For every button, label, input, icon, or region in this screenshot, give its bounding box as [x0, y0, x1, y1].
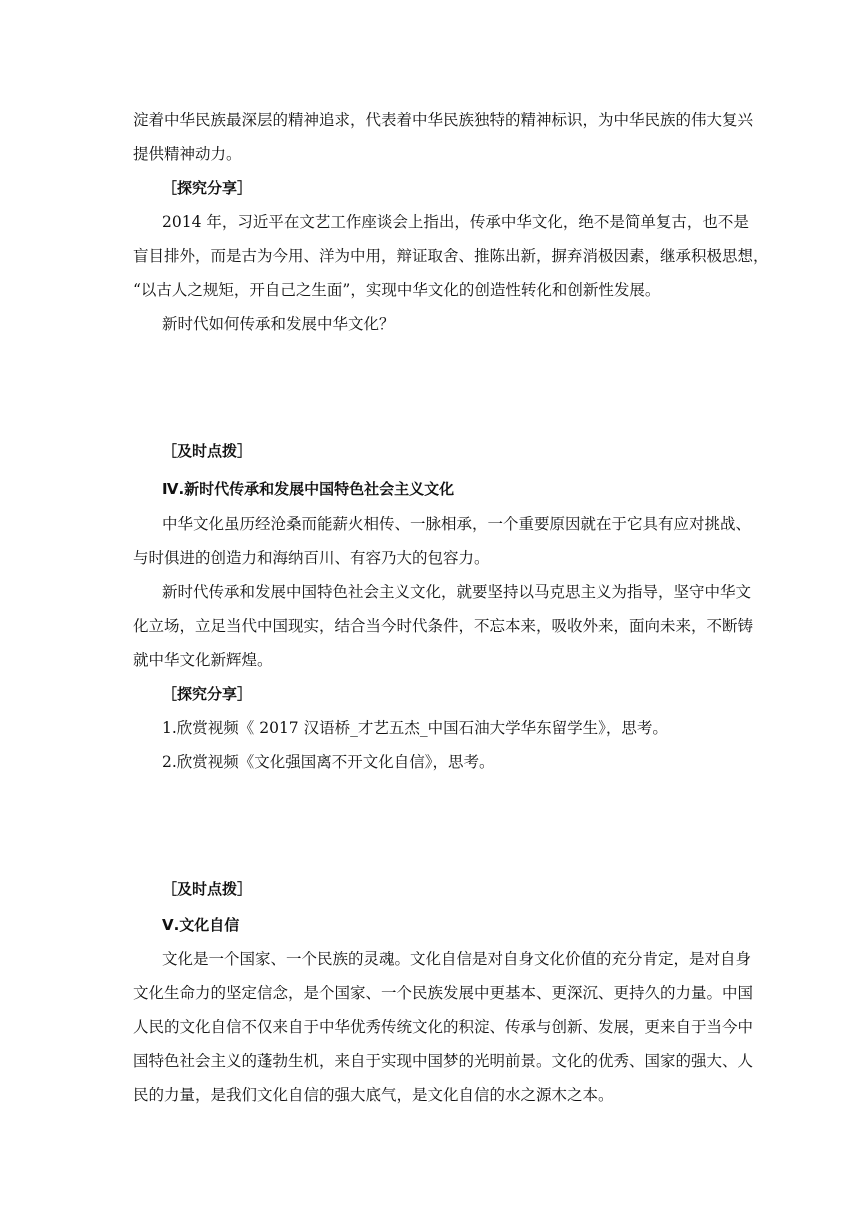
- tips-1-para1-line-1: 中华文化虽历经沧桑而能薪火相传、一脉相承，一个重要原因就在于它具有应对挑战、: [162, 515, 752, 533]
- explore-share-1-question: 新时代如何传承和发展中华文化？: [162, 315, 395, 333]
- tips-1-para2-line-3: 就中华文化新辉煌。: [133, 651, 273, 669]
- tips-heading-2: ［及时点拨］: [162, 880, 253, 898]
- explore-share-1-line-1: 2014 年，习近平在文艺工作座谈会上指出，传承中华文化，绝不是简单复古，也不是: [162, 213, 749, 231]
- tips-2-para-line-2: 文化生命力的坚定信念，是个国家、一个民族发展中更基本、更深沉、更持久的力量。中国: [133, 984, 754, 1002]
- intro-line-2: 提供精神动力。: [133, 145, 242, 163]
- tips-1-para2-line-1: 新时代传承和发展中国特色社会主义文化，就要坚持以马克思主义为指导，坚守中华文: [162, 583, 752, 601]
- tips-1-subheading: Ⅳ.新时代传承和发展中国特色社会主义文化: [162, 480, 455, 498]
- tips-2-para-line-4: 国特色社会主义的蓬勃生机，来自于实现中国梦的光明前景。文化的优秀、国家的强大、人: [133, 1052, 754, 1070]
- tips-2-para-line-5: 民的力量，是我们文化自信的强大底气，是文化自信的水之源木之本。: [133, 1086, 614, 1104]
- tips-2-subheading: Ⅴ.文化自信: [162, 916, 240, 934]
- tips-1-para1-line-2: 与时俱进的创造力和海纳百川、有容乃大的包容力。: [133, 549, 490, 567]
- intro-line-1: 淀着中华民族最深层的精神追求，代表着中华民族独特的精神标识，为中华民族的伟大复兴: [133, 111, 754, 129]
- explore-share-1-line-2: 盲目排外，而是古为今用、洋为中用，辩证取舍、推陈出新，摒弃消极因素，继承积极思想，: [133, 247, 769, 265]
- explore-share-heading-2: ［探究分享］: [162, 685, 253, 703]
- explore-share-1-line-3: “以古人之规矩，开自己之生面”，实现中华文化的创造性转化和创新性发展。: [133, 281, 661, 299]
- tips-2-para-line-3: 人民的文化自信不仅来自于中华优秀传统文化的积淀、传承与创新、发展，更来自于当今中: [133, 1018, 754, 1036]
- tips-1-para2-line-2: 化立场，立足当代中国现实，结合当今时代条件，不忘本来，吸收外来，面向未来，不断铸: [133, 617, 754, 635]
- explore-share-heading-1: ［探究分享］: [162, 179, 253, 197]
- tips-2-para-line-1: 文化是一个国家、一个民族的灵魂。文化自信是对自身文化价值的充分肯定，是对自身: [162, 950, 752, 968]
- explore-share-2-item-2: 2.欣赏视频《文化强国离不开文化自信》，思考。: [162, 753, 495, 771]
- tips-heading-1: ［及时点拨］: [162, 442, 253, 460]
- explore-share-2-item-1: 1.欣赏视频《 2017 汉语桥_才艺五杰_中国石油大学华东留学生》，思考。: [162, 719, 668, 737]
